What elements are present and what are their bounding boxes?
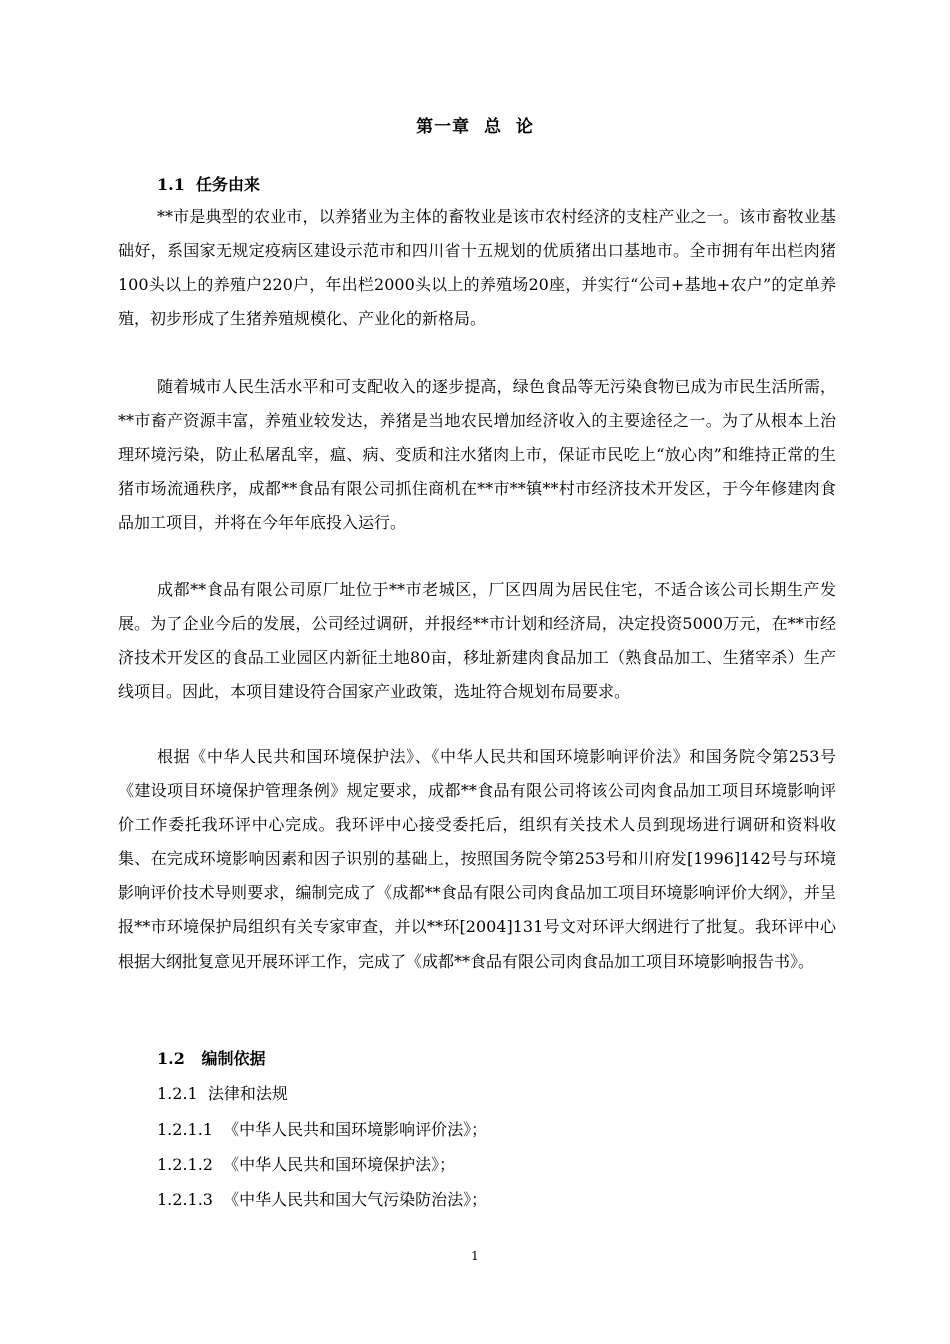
subsection-heading-1-2-1: 1.2.1 法律和法规 — [157, 1084, 288, 1103]
paragraph-4: 根据《中华人民共和国环境保护法》、《中华人民共和国环境影响评价法》和国务院令第253号《建设项目环境保护管理条例》规定要求，成都**食品有限公司将该公司肉食品加工项目环境影响评价工作委托我环评中心完成。我环评中心接受委托后，组织有关技术人员到现场进行调研和资料收集、在完成环境影响因素和因子识别的基础上，按照国务院令第253号和川府发[1996]142号与环境影响评价技术导则要求，编制完成了《成都**食品有限公司肉食品加工项目环境影响评价大纲》，并呈报**市环境保护局组织有关专家审查，并以**环[2004]131号文对环评大纲进行了批复。我环评中心根据大纲批复意见开展环评工作，完成了《成都**食品有限公司肉食品加工项目环境影响报告书》。 — [118, 747, 836, 971]
paragraph-2: 随着城市人民生活水平和可支配收入的逐步提高，绿色食品等无污染食物已成为市民生活所需，**市畜产资源丰富，养殖业较发达，养猪是当地农民增加经济收入的主要途径之一。为了从根本上治理环境污染，防止私屠乱宰，瘟、病、变质和注水猪肉上市，保证市民吃上“放心肉”和维持正常的生猪市场流通秩序，成都**食品有限公司抓住商机在**市**镇**村市经济技术开发区，于今年修建肉食品加工项目，并将在今年年底投入运行。 — [118, 377, 836, 533]
list-item: 1.2.1.1 《中华人民共和国环境影响评价法》； — [157, 1120, 488, 1139]
paragraph-1: **市是典型的农业市，以养猪业为主体的畜牧业是该市农村经济的支柱产业之一。该市畜牧业基础好，系国家无规定疫病区建设示范市和四川省十五规划的优质猪出口基地市。全市拥有年出栏肉猪100头以上的养殖户220户，年出栏2000头以上的养殖场20座，并实行“公司+基地+农户”的定单养殖，初步形成了生猪养殖规模化、产业化的新格局。 — [118, 207, 836, 329]
section-heading-1-1: 1.1 任务由来 — [157, 175, 260, 194]
section-heading-1-2: 1.2 编制依据 — [157, 1049, 266, 1068]
list-item: 1.2.1.2 《中华人民共和国环境保护法》； — [157, 1155, 456, 1174]
list-item: 1.2.1.3 《中华人民共和国大气污染防治法》； — [157, 1190, 488, 1209]
chapter-title: 第一章 总 论 — [416, 117, 534, 137]
paragraph-3: 成都**食品有限公司原厂址位于**市老城区，厂区四周为居民住宅，不适合该公司长期生产发展。为了企业今后的发展，公司经过调研，并报经**市计划和经济局，决定投资5000万元，在**市经济技术开发区的食品工业园区内新征土地80亩，移址新建肉食品加工（熟食品加工、生猪宰杀）生产线项目。因此，本项目建设符合国家产业政策，选址符合规划布局要求。 — [118, 580, 836, 702]
page-number: 1 — [471, 1249, 479, 1263]
